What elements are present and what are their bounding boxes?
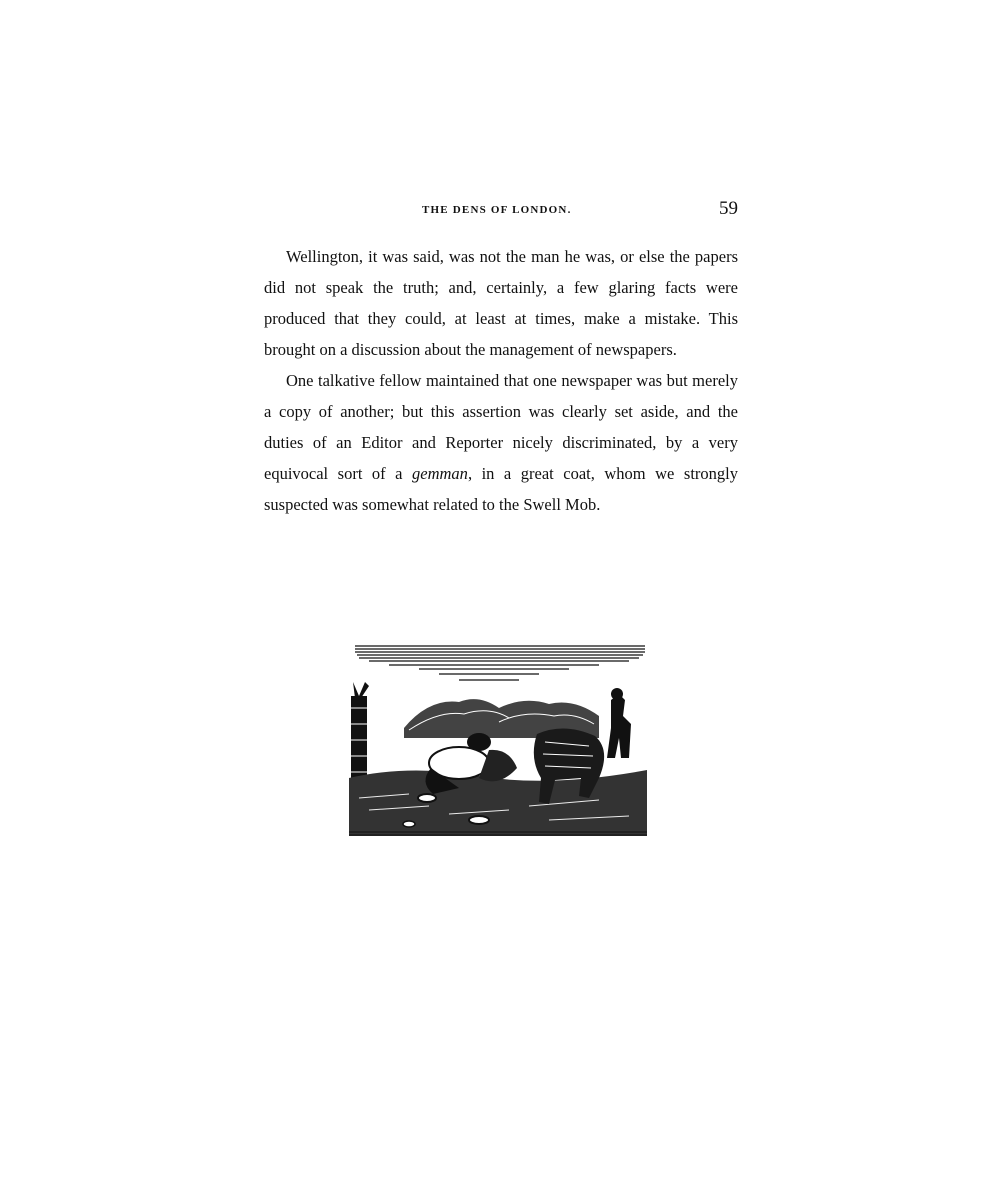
paragraph: [264, 365, 738, 520]
paragraph-text: One talkative fellow maintained that one newspaper was but merely a copy of another; but this assertion was clearly set aside, and the duties of an Editor and Reporter nicely discriminated, by a very equivocal sort of a: [264, 371, 738, 483]
paragraph-text: , in a great coat, whom we strongly suspected was somewhat related to the Swell Mob.: [264, 464, 738, 514]
running-head: [262, 196, 740, 226]
italic-word: gemman: [412, 464, 468, 483]
page-number: 59: [719, 198, 738, 219]
paragraph: Wellington, it was said, was not the man he was, or else the papers did not speak the truth; and, certainly, a few glaring facts were produced that they could, at least at times, make a mistake. This brought on a discussion about the management of newspapers.: [264, 247, 738, 359]
woodcut-vignette-icon: [349, 638, 647, 836]
running-title: THE DENS OF LONDON.: [422, 204, 572, 216]
body-text: [264, 241, 738, 520]
